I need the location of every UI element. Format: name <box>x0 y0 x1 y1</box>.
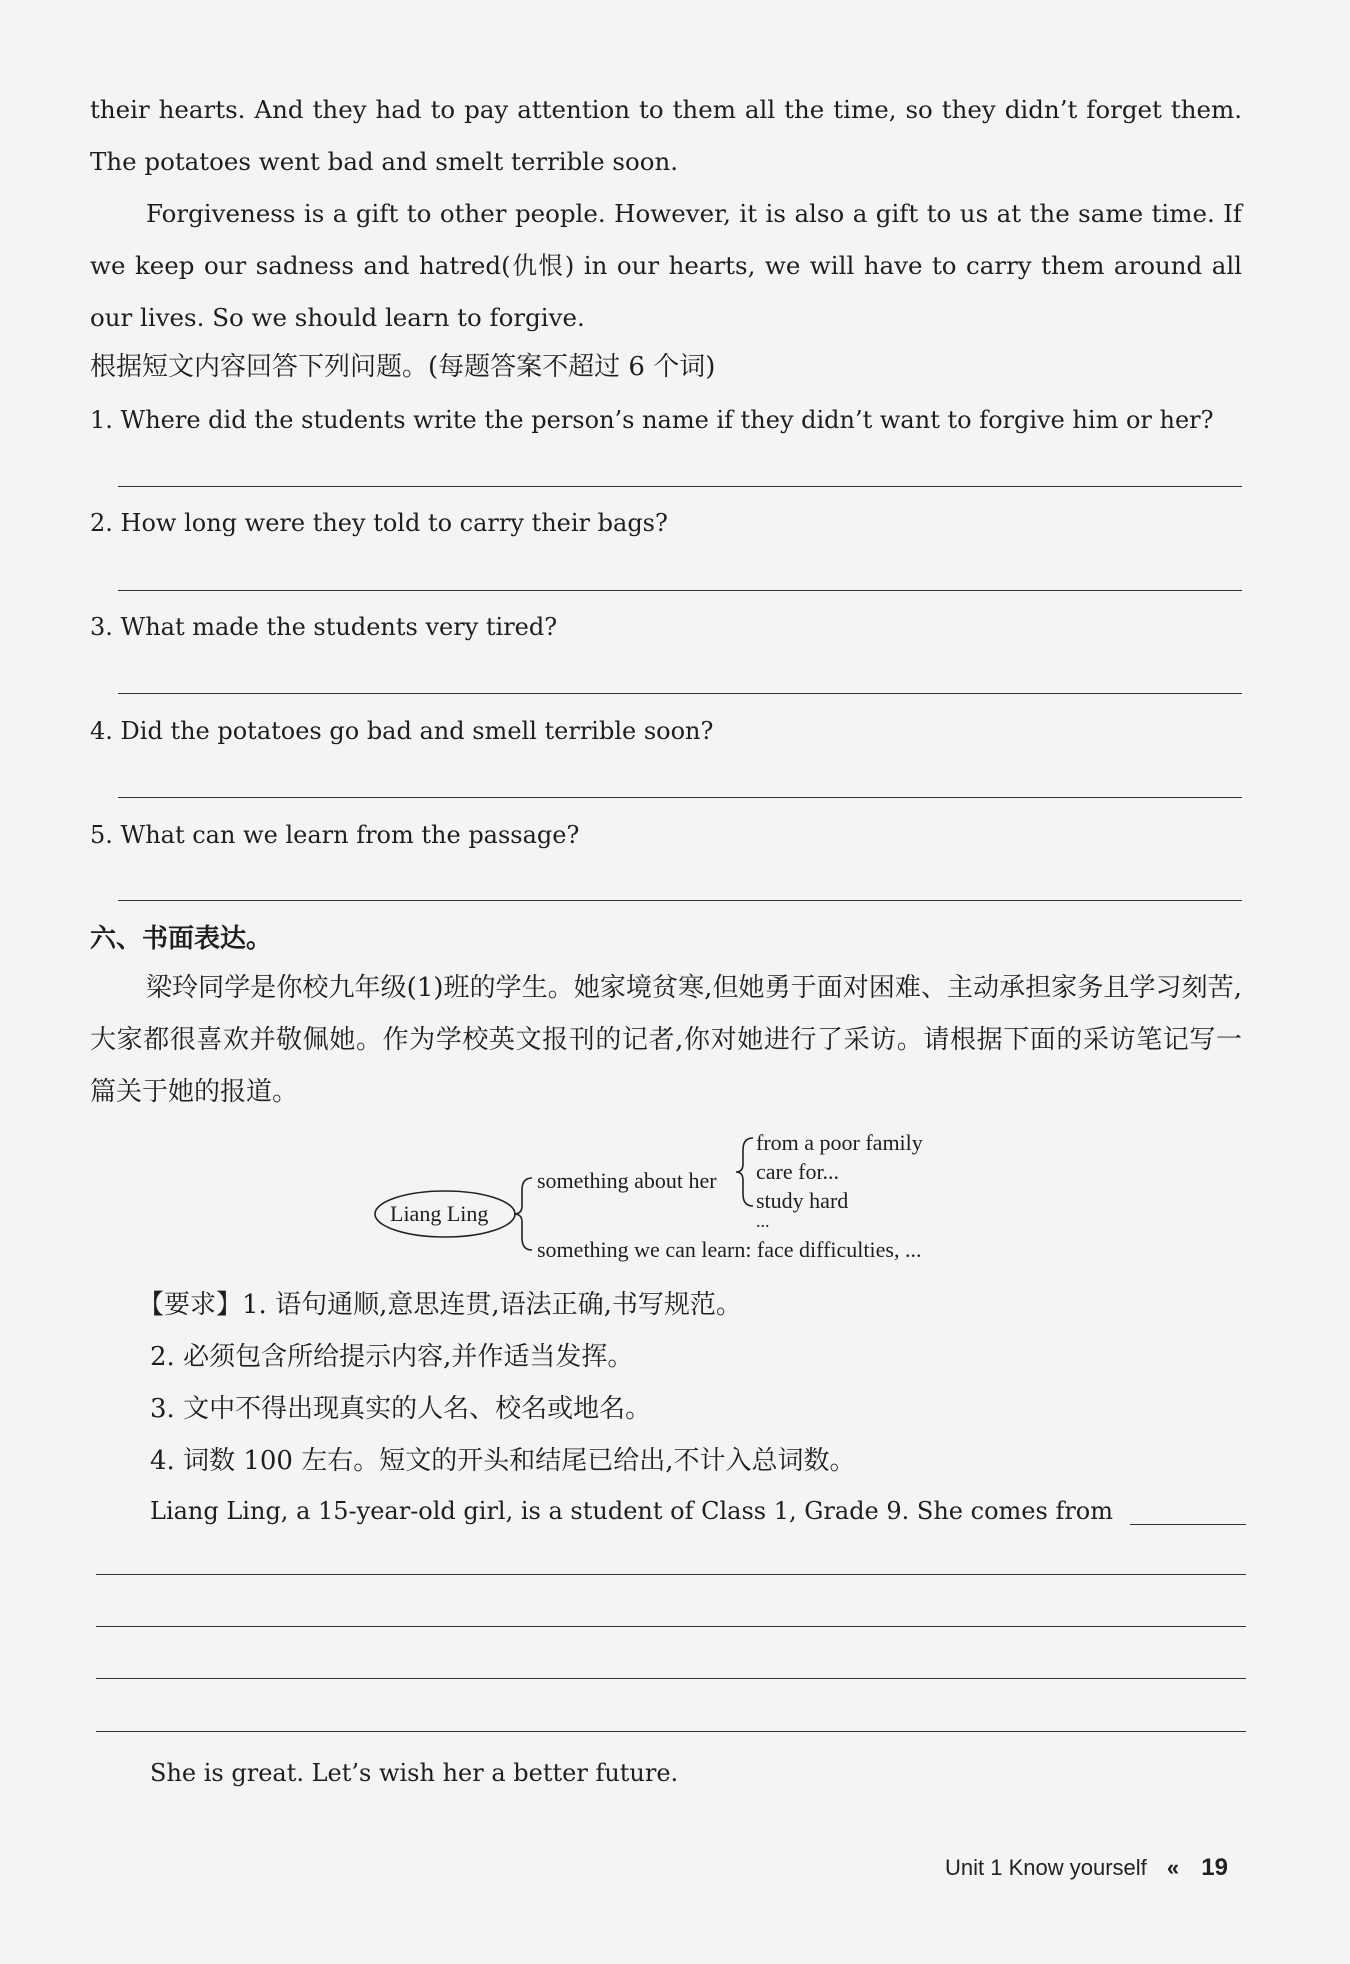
diagram-branch-about: something about her <box>537 1168 717 1193</box>
essay-line-4[interactable] <box>96 1731 1246 1732</box>
essay-opening: Liang Ling, a 15-year-old girl, is a student of Class 1, Grade 9. She comes from <box>150 1497 1113 1525</box>
requirement-1: 【要求】1. 语句通顺,意思连贯,语法正确,书写规范。 <box>138 1290 742 1320</box>
essay-closing: She is great. Let’s wish her a better future. <box>150 1759 679 1787</box>
requirement-2: 2. 必须包含所给提示内容,并作适当发挥。 <box>150 1342 634 1372</box>
writing-prompt: 梁玲同学是你校九年级(1)班的学生。她家境贫寒,但她勇于面对困难、主动承担家务且学习刻苦,大家都很喜欢并敬佩她。作为学校英文报刊的记者,你对她进行了采访。请根据下面的采访笔记写一篇关于她的报道。 <box>90 973 1242 1107</box>
question-4: 4. Did the potatoes go bad and smell terrible soon? <box>90 717 714 745</box>
diagram-branch-learn: something we can learn: face difficulties, ... <box>537 1237 922 1262</box>
passage-paragraph-1: their hearts. And they had to pay attention to them all the time, so they didn’t forget them. The potatoes went bad and smelt terrible soon. <box>90 95 1242 176</box>
answer-line-1[interactable] <box>118 486 1242 487</box>
essay-line-2[interactable] <box>96 1626 1246 1627</box>
passage-paragraph-2: Forgiveness is a gift to other people. However, it is also a gift to us at the same time. If we keep our sadness and hatred(仇恨) in our hearts, we will have to carry them around all our lives. So we should learn to forgive. <box>90 199 1242 332</box>
diagram-subitem-1: from a poor family <box>756 1130 923 1155</box>
requirement-3: 3. 文中不得出现真实的人名、校名或地名。 <box>150 1394 652 1424</box>
questions-instruction: 根据短文内容回答下列问题。(每题答案不超过 6 个词) <box>90 352 716 382</box>
answer-line-5[interactable] <box>118 900 1242 901</box>
writing-section-title: 六、书面表达。 <box>90 924 273 954</box>
essay-line-1[interactable] <box>96 1574 1246 1575</box>
requirement-4: 4. 词数 100 左右。短文的开头和结尾已给出,不计入总词数。 <box>150 1446 856 1476</box>
question-2: 2. How long were they told to carry their bags? <box>90 509 668 537</box>
question-5: 5. What can we learn from the passage? <box>90 821 580 849</box>
diagram-subitem-3: study hard <box>756 1188 849 1213</box>
double-chevron-left-icon: « <box>1166 1855 1180 1880</box>
page-number: 19 <box>1201 1854 1228 1881</box>
page-footer <box>945 1854 1228 1882</box>
answer-line-3[interactable] <box>118 693 1242 694</box>
essay-line-3[interactable] <box>96 1678 1246 1679</box>
essay-blank-inline[interactable] <box>1130 1524 1246 1525</box>
main-brace <box>514 1178 532 1250</box>
question-3: 3. What made the students very tired? <box>90 613 558 641</box>
footer-unit: Unit 1 Know yourself <box>945 1855 1147 1880</box>
question-1: 1. Where did the students write the person’s name if they didn’t want to forgive him or her? <box>90 406 1214 434</box>
diagram-subitem-2: care for... <box>756 1159 840 1184</box>
diagram-center-label: Liang Ling <box>390 1201 489 1226</box>
diagram-subitem-4: ... <box>756 1211 770 1231</box>
sub-brace <box>736 1138 753 1206</box>
answer-line-4[interactable] <box>118 797 1242 798</box>
answer-line-2[interactable] <box>118 590 1242 591</box>
